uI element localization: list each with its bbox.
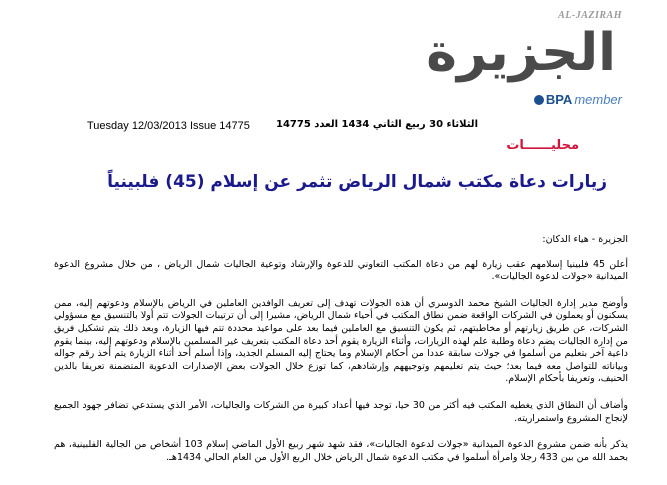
bpa-circle-icon: [534, 95, 544, 105]
article-paragraph-3: وأضاف أن النطاق الذي يغطيه المكتب فيه أكثر من 30 حيا، توجد فيها أعداد كبيرة من الشركات والجاليات، الأمر الذي يستدعي تضافر جهود الجميع لإنجاح المشروع واستمراريته.: [54, 399, 628, 424]
article-paragraph-4: يذكر بأنه ضمن مشروع الدعوة الميدانية «جولات لدعوة الجاليات»، فقد شهد شهر ربيع الأول الماضي إسلام 103 أشخاص من الجالية الفلبينية، هم بحمد الله من بين 433 رجلا وامرأة أسلموا في مكتب الدعوة شمال الرياض خلال الربع الأول من العام الحالي 1434هـ.: [54, 439, 629, 463]
logo-arabic-title: الجزيرة: [426, 23, 616, 83]
article-paragraph-1: أعلن 45 فلبينيا إسلامهم عقب زيارة لهم من دعاة المكتب التعاوني للدعوة والإرشاد وتوعية الجاليات شمال الرياض ، من خلال مشروع الدعوة الميدانية «جولات لدعوة الجاليات».: [54, 258, 628, 283]
section-label: محليــــــات: [506, 138, 579, 153]
issue-line-english: Tuesday 12/03/2013 Issue 14775: [87, 120, 250, 132]
bpa-member-badge: [534, 92, 622, 107]
article-headline: زيارات دعاة مكتب شمال الرياض تثمر عن إسلام (45) فلبينياً: [107, 172, 607, 192]
article-body: [54, 234, 628, 478]
article-byline: الجزيرة - هياء الدكان:: [542, 234, 628, 245]
bpa-brand: BPA: [545, 92, 573, 107]
newspaper-logo: [426, 4, 622, 116]
logo-english-title: AL-JAZIRAH: [558, 10, 622, 21]
issue-line-arabic: الثلاثاء 30 ربيع الثاني 1434 العدد 14775: [276, 119, 478, 130]
article-paragraph-2: وأوضح مدير إدارة الجاليات الشيخ محمد الدوسري أن هذه الجولات تهدف إلى تعريف الوافدين العاملين في الرياض بالإسلام ودعوتهم إليه، ممن يسكنون أو يعملون في الشركات الواقعة ضمن نطاق المكتب في أحياء شمال الرياض، مشيرا إلى أن ترتيبات الجولات تتم أولا بالتنسيق مع مسؤولي الشركات، عن طريق زيارتهم أو مخاطبتهم، ثم يكون التنسيق مع العاملين فيما بعد على مواعيد محددة تتم فيها الزيارة، وبعد ذلك يتم تشكيل فريق من إدارة الجاليات يضم دعاة وطلبة علم لهذه الزيارات، وأثناء الزيارة يقوم أحد دعاة المكتب بتعريف غير المسلمين بالإسلام ودعوتهم إليه، بينما يقوم داعية آخر بتعليم من أسلموا في جولات سابقة عددا من أحكام الإسلام وما يحتاج إليه المسلم الجديد، وإذا أسلم أحد أثناء الزيارة يتم أخذ رقم جواله وبياناته للتواصل معه فيما بعد؛ حيث يتم تعليمهم وتوجيههم وإرشادهم، كما توزع خلال الجولات بعض الإصدارات الدعوية المتضمنة تعريفا بالدين الحنيف، وتعريفا بأحكام الإسلام.: [54, 297, 628, 385]
bpa-member-label: member: [574, 92, 622, 107]
